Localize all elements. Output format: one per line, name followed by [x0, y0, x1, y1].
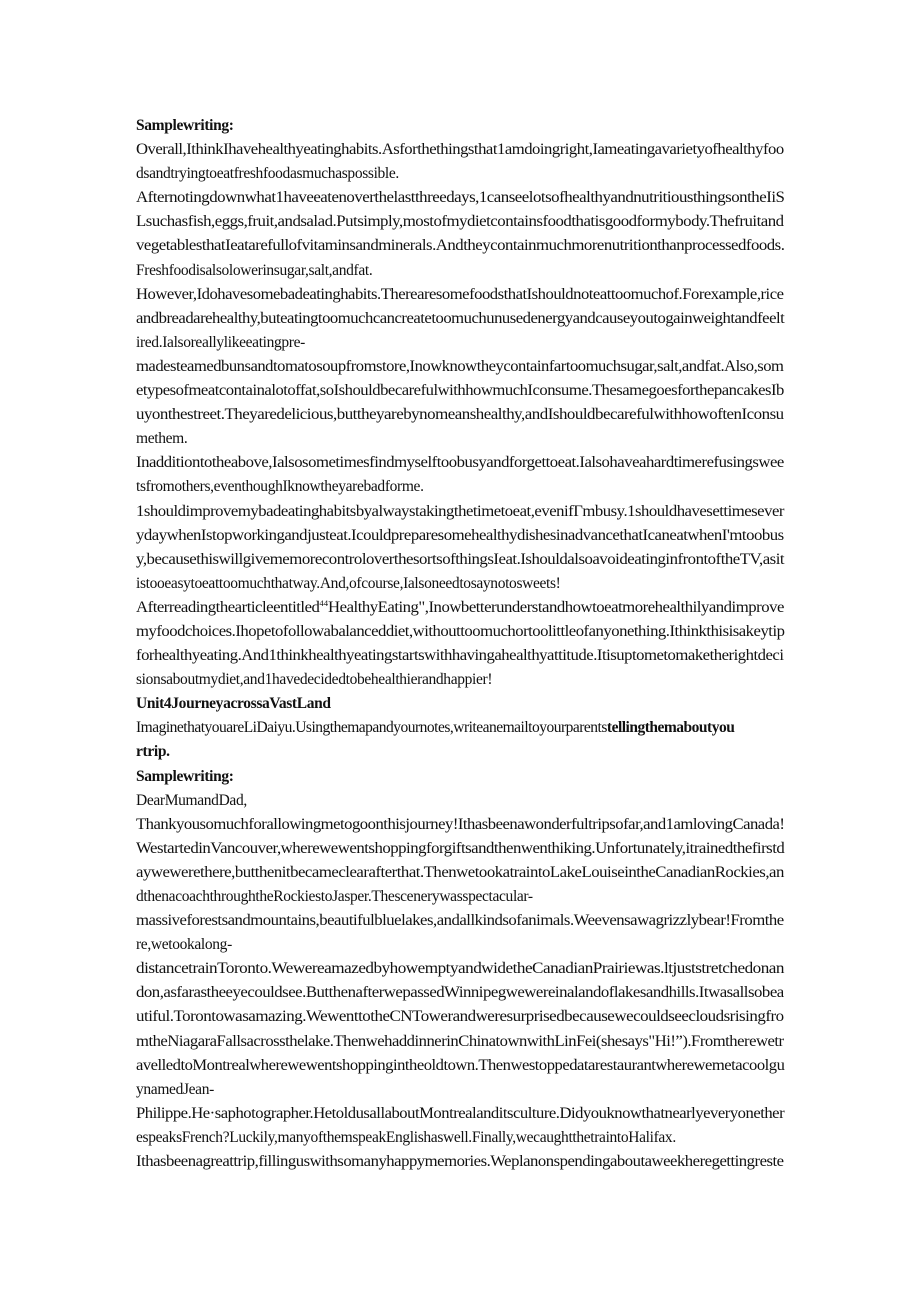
paragraph-line: sionsaboutmydiet,and1havedecidedtobehealthierandhappier! [136, 671, 493, 689]
paragraph-line: andbreadarehealthy,buteatingtoomuchcancreatetoomuchunusedenergyandcauseyoutogainweightandfeelt [136, 309, 785, 327]
section-heading: Samplewriting: [136, 117, 234, 134]
paragraph-line: y,becausethiswillgivememorecontroloverthesortsofthingsIeat.IshouldalsoavoideatinginfrontoftheTV,asit [136, 550, 785, 568]
paragraph-line: madesteamedbunsandtomatosoupfromstore,Inowknowtheycontainfartoomuchsugar,salt,andfat.Also,som [136, 357, 784, 375]
prompt-line [136, 716, 784, 740]
email-line: utiful.Torontowasamazing.WewenttotheCNTowerandweresurprisedbecausewecouldseecloudsrisingfro [136, 1008, 784, 1026]
document-page [136, 114, 784, 1174]
email-line: don,asfarastheeyecouldsee.ButthenafterwepassedWinnipegwewereinalandoflakesandhills.Itwasallsobea [136, 984, 784, 1002]
paragraph-line: uyonthestreet.Theyaredelicious,buttheyarebynomeanshealthy,andIshouldbecarefulwithhowoftenIconsu [136, 406, 784, 424]
email-line: Ithasbeenagreattrip,fillinguswithsomanyhappymemories.Weplanonspendingaboutaweekheregettingreste [136, 1153, 784, 1171]
prompt-bold-continuation: rtrip. [136, 743, 170, 761]
prompt-regular: ImaginethatyouareLiDaiyu.Usingthemapandyournotes,writeanemailtoyourparents [136, 719, 607, 737]
email-line: avelledtoMontrealwherewewentshoppingintheoldtown.Thenwestoppedatarestaurantwherewemetacoolgu [136, 1056, 785, 1074]
paragraph-line: Inadditiontotheabove,Ialsosometimesfindmyselftoobusyandforgettoeat.Ialsohaveahardtimerefusingswee [136, 454, 784, 472]
email-line: Thankyousomuchforallowingmetogoonthisjourney!Ithasbeenawonderfultripsofar,and1amlovingCanada! [136, 815, 785, 833]
paragraph-line: etypesofmeatcontainalotoffat,soIshouldbecarefulwithhowmuchIconsume.ThesamegoesforthepancakesIb [136, 382, 784, 400]
email-line: Philippe.He·saphotographer.HetoldusallaboutMontrealanditsculture.Didyouknowthatnearlyeveryonether [136, 1104, 785, 1122]
email-line: ynamedJean- [136, 1080, 214, 1098]
paragraph-line: However,Idohavesomebadeatinghabits.TherearesomefoodsthatIshouldnoteattoomuchof.Forexample,rice [136, 285, 784, 303]
article-text-after: HealthyEating",Inowbetterunderstandhowtoeatmorehealthilyandimprove [328, 598, 784, 616]
paragraph-line: forhealthyeating.And1thinkhealthyeatingstartswithhavingahealthyattitude.Itisuptometomaketherightdeci [136, 647, 784, 665]
paragraph-line: vegetablesthatIeatarefullofvitaminsandminerals.Andtheycontainmuchmorenutritionthanprocessedfoods. [136, 237, 785, 255]
paragraph-line: dsandtryingtoeatfreshfoodasmuchaspossible. [136, 165, 399, 183]
email-line: distancetrainToronto.WewereamazedbyhowemptyandwidetheCanadianPrairiewas.ltjuststretchedonan [136, 960, 784, 978]
paragraph-line: methem. [136, 430, 188, 448]
paragraph-line: Freshfoodisalsolowerinsugar,salt,andfat. [136, 261, 373, 279]
email-line: dthenacoachthroughtheRockiestoJasper.Thescenerywasspectacular- [136, 888, 533, 905]
email-line: mtheNiagaraFallsacrossthelake.ThenwehaddinnerinChinatownwithLinFei(shesays"Hi!”).Fromtherewetr [136, 1032, 784, 1050]
quote-mark: 44 [319, 598, 329, 608]
prompt-bold: tellingthemaboutyou [606, 719, 735, 737]
article-text-before: Afterreadingthearticleentitled [136, 598, 320, 616]
paragraph-line: 1shouldimprovemybadeatinghabitsbyalwaystakingthetimetoeat,evenifΓmbusy.1shouldhavesettimesever [136, 502, 785, 520]
email-line: aywewerethere,butthenitbecameclearafterthat.ThenwetookatraintoLakeLouiseintheCanadianRockies,an [136, 863, 784, 881]
paragraph-line: ired.Ialsoreallylikeeatingpre- [136, 333, 305, 351]
paragraph-line: ydaywhenIstopworkingandjusteat.IcouldpreparesomehealthydishesinadvancethatIcaneatwhenI'mtoobus [136, 526, 784, 544]
paragraph-line-article [136, 596, 836, 620]
section-heading: Samplewriting: [136, 767, 234, 785]
paragraph-line: myfoodchoices.Ihopetofollowabalanceddiet,withouttoomuchortoolittleofanyonething.Ithinkthisisakeytip [136, 622, 785, 640]
paragraph-line: Lsuchasfish,eggs,fruit,andsalad.Putsimply,mostofmydietcontainsfoodthatisgoodformybody.Thefruitand [136, 213, 784, 231]
greeting: DearMumandDad, [136, 791, 247, 809]
email-line: WestartedinVancouver,wherewewentshoppingforgiftsandthenwenthiking.Unfortunately,itrainedthefirstd [136, 839, 785, 857]
email-line: re,wetookalong- [136, 936, 232, 954]
email-line: massiveforestsandmountains,beautifulbluelakes,andallkindsofanimals.Weevensawagrizzlybear!Fromthe [136, 912, 784, 930]
email-line: espeaksFrench?Luckily,manyofthemspeakEnglishaswell.Finally,wecaughtthetraintoHalifax. [136, 1128, 676, 1146]
paragraph-line: istooeasytoeattoomuchthatway.And,ofcourse,Ialsoneedtosaynotosweets! [136, 574, 561, 592]
paragraph-line: Afternotingdownwhat1haveeatenoverthelastthreedays,1canseelotsofhealthyandnutritiousthingsontheIiS [136, 189, 785, 207]
paragraph-line: tsfromothers,eventhoughIknowtheyarebadforme. [136, 478, 424, 496]
paragraph-line: Overall,IthinkIhavehealthyeatinghabits.Asforthethingsthat1amdoingright,Iameatingavarietyofhealthyfoo [136, 141, 784, 159]
unit-title: Unit4JourneyacrossaVastLand [136, 695, 331, 713]
